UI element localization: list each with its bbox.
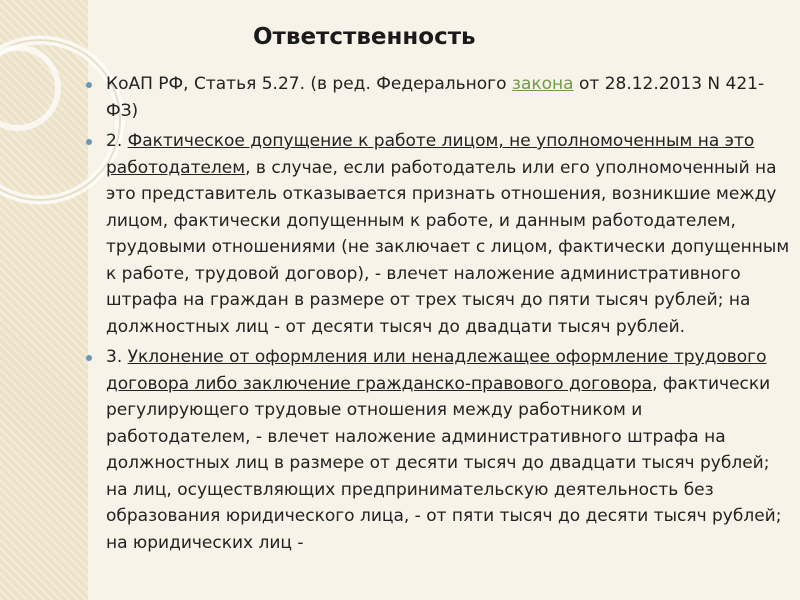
law-reference-tail: от 28.12.2013 N 421-ФЗ) [106, 74, 765, 121]
part-3-text: , фактически регулирующего трудовые отношения между работником и работодателем, - влечет наложение административного штрафа на должностных лиц в размере от десяти тысяч до двадцати тысяч рублей; на лиц, осуществляющих предпринимательскую деятельность без образования юридического лица, - от пяти тысяч до десяти тысяч рублей; на юридических лиц - [106, 373, 782, 553]
law-link[interactable]: закона [511, 74, 574, 94]
part-3-number: 3. [106, 347, 128, 367]
part-2-number: 2. [106, 131, 128, 151]
part-3-underlined: Уклонение от оформления или ненадлежащее оформление трудового договора либо заключение гражданско-правового договора [106, 347, 767, 394]
bullet-icon [86, 82, 92, 88]
bullet-item-law-reference [80, 71, 792, 124]
bullet-item-part-3 [80, 344, 792, 556]
part-2-text: , в случае, если работодатель или его уполномоченный на это представитель отказывается признать отношения, возникшие между лицом, фактически допущенным к работе, и данным работодателем, трудовыми отношениями (не заключает с лицом, фактически допущенным к работе, трудовой договор), - влечет наложение административного штрафа на граждан в размере от трех тысяч до пяти тысяч рублей; на должностных лиц - от десяти тысяч до двадцати тысяч рублей. [106, 157, 790, 337]
bullet-icon [86, 355, 92, 361]
bullet-item-part-2 [80, 128, 792, 340]
part-2-underlined: Фактическое допущение к работе лицом, не уполномоченным на это работодателем [106, 131, 755, 178]
law-reference-text: КоАП РФ, Статья 5.27. (в ред. Федерального [106, 74, 512, 94]
bullet-list [80, 71, 792, 560]
slide-title: Ответственность [253, 24, 476, 50]
bullet-icon [86, 139, 92, 145]
